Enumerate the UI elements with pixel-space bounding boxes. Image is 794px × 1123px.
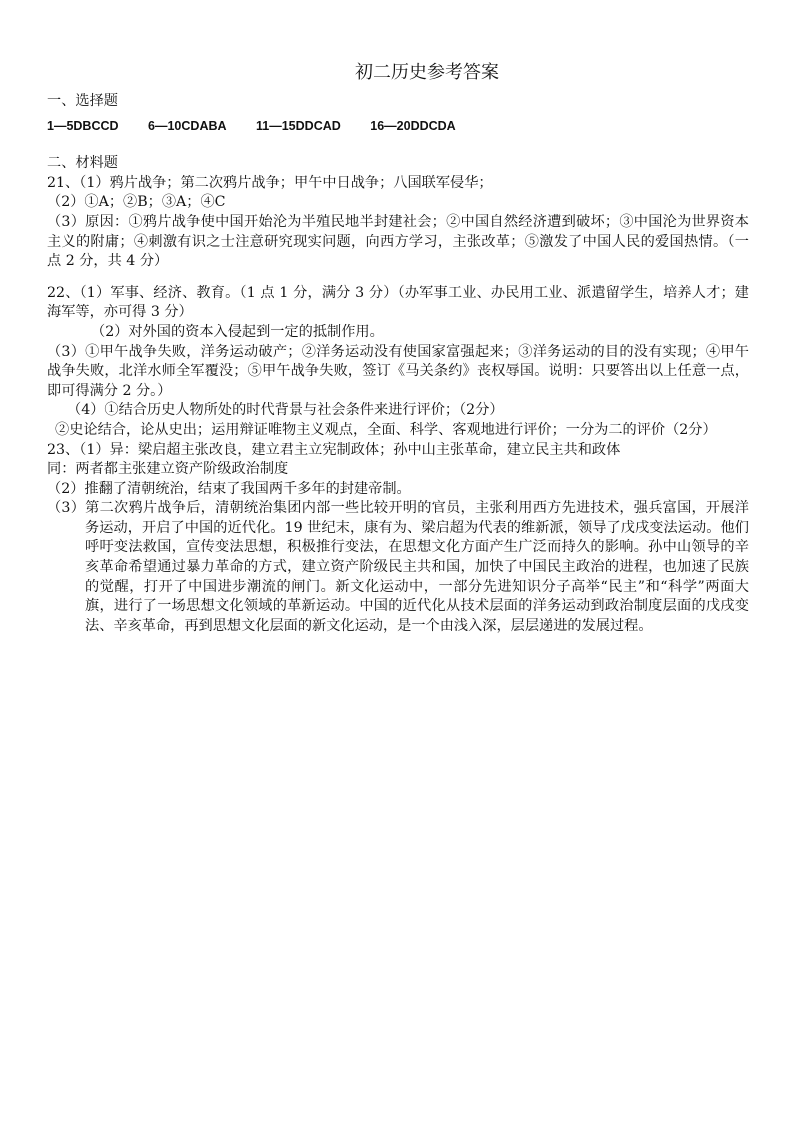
q22-part1: 22、（1）军事、经济、教育。（1 点 1 分，满分 3 分）（办军事工业、办民用工业、派遣留学生，培养人才；建海军等，亦可得 3 分） xyxy=(47,284,749,321)
q23-part2: （2）推翻了清朝统治，结束了我国两千多年的封建帝制。 xyxy=(47,480,411,497)
q22-part5: ②史论结合，论从史出；运用辩证唯物主义观点，全面、科学、客观地进行评价；一分为二的评价（2分） xyxy=(55,421,717,438)
section-heading-choice: 一、选择题 xyxy=(47,93,118,109)
section-heading-material: 二、材料题 xyxy=(47,155,118,172)
q23-part1-same: 同：两者都主张建立资产阶级政治制度 xyxy=(47,461,289,478)
choice-answers-1-5: 1—5DBCCD xyxy=(47,118,119,133)
q22-part4: （4）①结合历史人物所处的时代背景与社会条件来进行评价；（2分） xyxy=(67,402,504,419)
q21-part1: 21、（1）鸦片战争；第二次鸦片战争；甲午中日战争；八国联军侵华； xyxy=(47,174,493,191)
document-body xyxy=(47,92,749,636)
q23-part3: （3）第二次鸦片战争后，清朝统治集团内部一些比较开明的官员，主张利用西方先进技术，强兵富国，开展洋务运动，开启了中国的近代化。19 世纪末，康有为、梁启超为代表的维新派，领导了戊戌变法运动。他们呼吁变法救国，宣传变法思想，积极推行变法，在思想文化方面产生广泛而持久的影响。孙中山领导的辛亥革命希望通过暴力革命的方式，建立资产阶级民主共和国，加快了中国民主政治的进程，也加速了民族的觉醒，打开了中国进步潮流的闸门。新文化运动中，一部分先进知识分子高举“民主”和“科学”两面大旗，进行了一场思想文化领域的革新运动。中国的近代化从技术层面的洋务运动到政治制度层面的戊戌变法、辛亥革命，再到思想文化层面的新文化运动，是一个由浅入深，层层递进的发展过程。 xyxy=(47,500,749,634)
q21-part3: （3）原因：①鸦片战争使中国开始沦为半殖民地半封建社会；②中国自然经济遭到破坏；③中国沦为世界资本主义的附庸；④刺激有识之士注意研究现实问题，向西方学习，主张改革；⑤激发了中国人民的爱国热情。（一点 2 分，共 4 分） xyxy=(47,213,749,270)
choice-answers-16-20: 16—20DDCDA xyxy=(370,118,456,133)
q22-part2: （2）对外国的资本入侵起到一定的抵制作用。 xyxy=(91,323,384,340)
q21-part2: （2）①A；②B；③A；④C xyxy=(47,194,226,211)
q22-part3: （3）①甲午战争失败，洋务运动破产；②洋务运动没有使国家富强起来；③洋务运动的目的没有实现；④甲午战争失败，北洋水师全军覆没；⑤甲午战争失败，签订《马关条约》丧权辱国。说明：只要答出以上任意一点，即可得满分 2 分。） xyxy=(47,343,749,399)
choice-answers-11-15: 11—15DDCAD xyxy=(256,118,341,133)
q23-part1-diff: 23、（1）异：梁启超主张改良，建立君主立宪制政体；孙中山主张革命，建立民主共和政体 xyxy=(47,441,621,458)
choice-answers-row xyxy=(47,117,749,137)
choice-answers-6-10: 6—10CDABA xyxy=(148,118,227,133)
page-title: 初二历史参考答案 xyxy=(355,62,499,83)
